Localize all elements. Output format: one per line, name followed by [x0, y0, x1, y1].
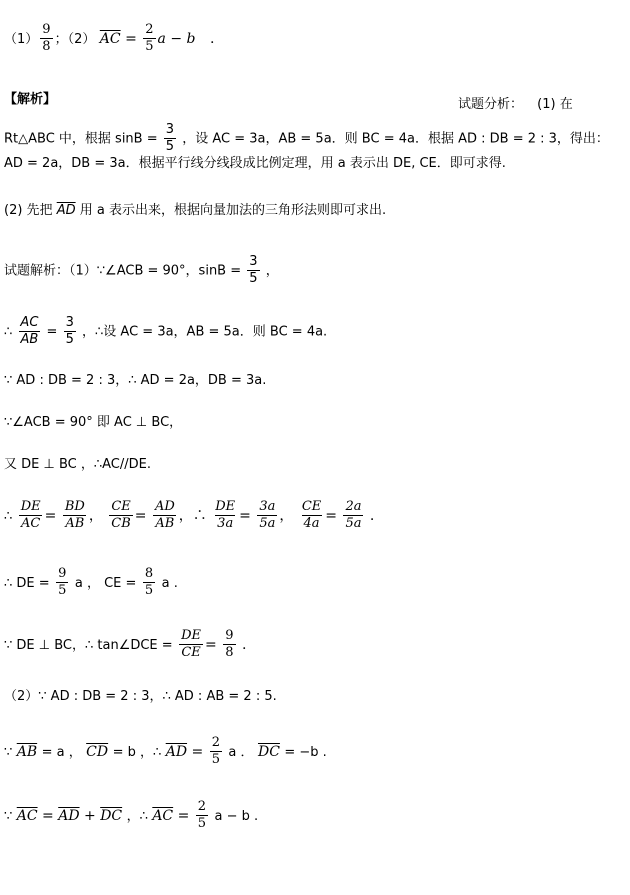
- solution-line-4: ∵∠ACB = 90° 即 AC ⊥ BC，: [4, 415, 183, 430]
- solution-line-11: ∵ $\overline{AC} = \overline{AD} + \overline{DC}$ ，∴ $\overline{AC}$ = $\frac{2}{5}$ a − b .: [4, 799, 259, 832]
- solution-line-7-c: a .: [161, 575, 178, 591]
- solution-line-11-b: ，∴: [126, 808, 148, 824]
- fraction-numerator: 3: [165, 122, 175, 137]
- solution-line-7: [4, 566, 178, 600]
- equals-sign: =: [46, 324, 58, 340]
- ratio-3a-5a: [257, 499, 277, 533]
- fraction-denominator: CE: [181, 645, 201, 661]
- analysis-line-3-a: (2) 先把: [4, 203, 53, 218]
- ratio-de-ce: [179, 628, 203, 662]
- ce-value-fraction: [143, 566, 155, 600]
- fraction-denominator: 3a: [217, 516, 234, 532]
- analysis-line-3: [4, 204, 386, 217]
- fraction-numerator: AD: [154, 499, 175, 514]
- answer-period: .: [209, 30, 215, 47]
- analysis-line-3-b: 用 a 表示出来，根据向量加法的三角形法则即可求出.: [79, 203, 387, 218]
- fraction-numerator: 9: [225, 628, 234, 643]
- fraction-denominator: 5: [211, 752, 220, 768]
- ratio-de-ac: [19, 499, 43, 533]
- solution-line-1-b: ，: [265, 263, 279, 279]
- ratio-3-5: [64, 315, 76, 349]
- solution-line-2: [4, 315, 327, 349]
- de-value-fraction: [56, 566, 68, 600]
- fraction-numerator: DE: [215, 499, 236, 514]
- vector-ab: $\overline{AB}$: [16, 743, 38, 760]
- analysis-line-2: AD = 2a，DB = 3a．根据平行线分线段成比例定理，用 a 表示出 DE, CE．即可求得.: [4, 156, 506, 171]
- fraction-denominator: 5: [165, 139, 175, 155]
- fraction-numerator: DE: [20, 499, 41, 514]
- fraction-denominator: AB: [65, 516, 85, 532]
- ratio-ce-4a: [300, 499, 323, 533]
- solution-line-1-a: 试题解析：（1）∵∠ACB = 90°，sinB =: [4, 263, 242, 279]
- fraction-numerator: 2a: [345, 499, 362, 514]
- ratio-2a-5a: [343, 499, 363, 533]
- fraction-numerator: 9: [42, 22, 51, 37]
- solution-line-6: ∴ $\frac{DE}{AC}$ = $\frac{BD}{AB}$ ， $\frac{CE}{CB}$ = $\frac{AD}{AB}$ ，∴ $\frac{DE}{3a}$ = $\frac{3a}{5a}$ ， $\frac{CE}{4a}$ = $\frac{2a}{5a}$ .: [4, 499, 375, 532]
- ratio-de-3a: [213, 499, 237, 533]
- vector-dc: $\overline{DC}$: [100, 807, 123, 824]
- analysis-line-1-a: Rt△ABC 中，根据 sinB =: [4, 131, 158, 147]
- fraction-numerator: CE: [111, 499, 131, 514]
- answer-part2-fraction: [143, 22, 155, 56]
- fraction-denominator: 5a: [345, 516, 362, 532]
- ac-fraction: [196, 799, 208, 833]
- solution-line-9: （2）∵ AD : DB = 2 : 3，∴ AD : AB = 2 : 5.: [4, 689, 277, 704]
- fraction-denominator: 8: [225, 645, 234, 661]
- fraction-denominator: 4a: [303, 516, 320, 532]
- fraction-numerator: 2: [211, 735, 220, 750]
- fraction-numerator: DE: [181, 628, 202, 643]
- fraction-denominator: 5: [145, 39, 154, 55]
- analysis-line-1: [4, 122, 609, 156]
- therefore-symbol: ∴: [4, 324, 13, 340]
- fraction-numerator: 3: [65, 315, 74, 330]
- solution-line-10-f: = −b .: [284, 744, 327, 760]
- vector-ad: $\overline{AD}$: [56, 203, 76, 218]
- analysis-part-label: (1) 在: [537, 97, 573, 112]
- therefore-symbol: ∴: [4, 508, 13, 524]
- vector-dc: $\overline{DC}$: [257, 743, 280, 760]
- sinb-fraction: [247, 254, 259, 288]
- solution-line-2-b: ，∴设 AC = 3a，AB = 5a．则 BC = 4a.: [82, 324, 328, 340]
- answer-part2-tail: a − b: [157, 30, 196, 47]
- ratio-ad-ab: [153, 499, 177, 533]
- ratio-ce-cb: [109, 499, 133, 533]
- fraction-numerator: 8: [144, 566, 154, 581]
- solution-line-1: [4, 254, 279, 288]
- ratio-9-8: [223, 628, 235, 662]
- fraction-denominator: 5: [197, 816, 207, 832]
- solution-line-10-c: = b ，∴: [112, 744, 162, 760]
- fraction-denominator: 5a: [259, 516, 276, 532]
- fraction-denominator: 5: [58, 583, 67, 599]
- solution-line-3: ∵ AD : DB = 2 : 3，∴ AD = 2a，DB = 3a.: [4, 373, 267, 388]
- fraction-denominator: 5: [249, 271, 258, 287]
- solution-line-7-a: ∴ DE =: [4, 575, 50, 591]
- solution-line-8-a: ∵ DE ⊥ BC，∴ tan∠DCE =: [4, 637, 173, 653]
- answer-part1-label: （1）: [4, 31, 39, 47]
- answer-line: [4, 22, 214, 56]
- fraction-numerator: CE: [301, 499, 322, 514]
- vector-ac: $\overline{AC}$: [16, 807, 38, 824]
- fraction-denominator: 8: [42, 39, 51, 55]
- sinb-fraction: [164, 122, 176, 156]
- analysis-line-1-b: ，设 AC = 3a，AB = 5a．则 BC = 4a．根据 AD : DB = 2 : 3，得出：: [182, 131, 609, 147]
- vector-ac: $\overline{AC}$: [99, 30, 121, 47]
- vector-ac: $\overline{AC}$: [152, 807, 174, 824]
- vector-ad: $\overline{AD}$: [58, 807, 80, 824]
- solution-line-10: ∵ $\overline{AB} = a$ ， $\overline{CD} = b$ ，∴ $\overline{AD}$ = $\frac{2}{5}$ a ． $\overline{DC} = -b$ .: [4, 735, 327, 768]
- fraction-numerator: 2: [197, 799, 207, 814]
- solution-line-10-b: = a ，: [41, 744, 82, 760]
- fraction-numerator: 3a: [259, 499, 276, 514]
- fraction-numerator: BD: [64, 499, 85, 514]
- solution-line-8: ∵ DE ⊥ BC，∴ tan∠DCE = $\frac{DE}{CE}$ = $\frac{9}{8}$ .: [4, 628, 247, 661]
- fraction-denominator: AB: [155, 516, 175, 532]
- fraction-numerator: 3: [249, 254, 258, 269]
- fraction-denominator: AB: [20, 332, 39, 348]
- vector-cd: $\overline{CD}$: [86, 743, 109, 760]
- answer-separator: ；（2）: [54, 31, 96, 47]
- fraction-denominator: 5: [144, 583, 154, 599]
- because-symbol: ∵: [4, 744, 13, 760]
- analysis-label-text: 试题分析：: [458, 97, 524, 112]
- fraction-denominator: CB: [111, 516, 131, 532]
- fraction-numerator: 9: [58, 566, 67, 581]
- vector-ad: $\overline{AD}$: [165, 743, 188, 760]
- solution-line-11-c: a − b .: [214, 808, 259, 824]
- fraction-numerator: 2: [145, 22, 154, 37]
- solution-line-10-e: a ．: [228, 744, 254, 760]
- fraction-numerator: AC: [20, 315, 39, 330]
- ratio-bd-ab: [63, 499, 87, 533]
- ratio-ac-ab: [18, 315, 40, 349]
- solution-line-5: 又 DE ⊥ BC ，∴AC//DE.: [4, 457, 151, 472]
- answer-part1-fraction: [40, 22, 52, 56]
- equals-sign: =: [125, 30, 137, 47]
- fraction-denominator: AC: [21, 516, 41, 532]
- analysis-label: [458, 93, 573, 112]
- solution-line-7-b: a ， CE =: [74, 575, 137, 591]
- jiexi-heading: 【解析】: [4, 92, 57, 107]
- ad-fraction: [210, 735, 222, 769]
- because-symbol: ∵: [4, 808, 13, 824]
- fraction-denominator: 5: [65, 332, 74, 348]
